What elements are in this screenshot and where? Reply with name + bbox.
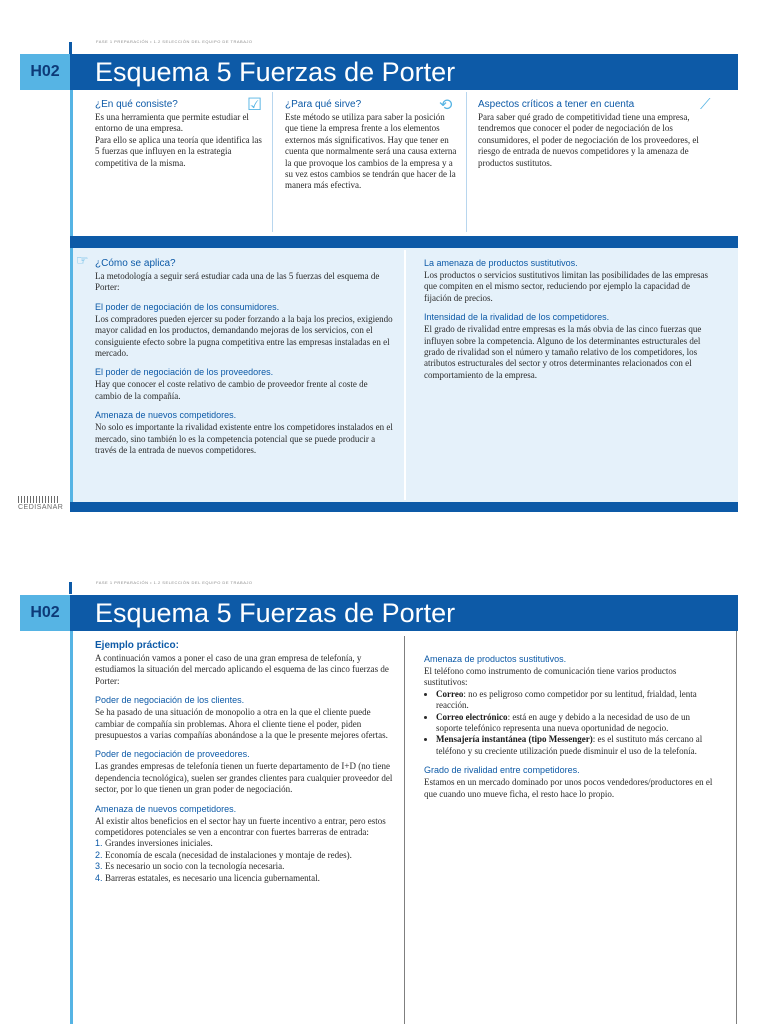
breadcrumb: FASE 1 PREPARACIÓN • 1.2 SELECCIÓN DEL EQUIPO DE TRABAJO xyxy=(96,39,253,44)
ejemplo-intro: A continuación vamos a poner el caso de una gran empresa de telefonía, y estudiamos la situación del mercado aplicando el esquema de las cinco fuerzas de Porter: xyxy=(95,653,389,686)
list-item: 4. Barreras estatales, es necesario una licencia gubernamental. xyxy=(105,873,395,884)
hand-pointer-icon: ☞ xyxy=(76,253,89,269)
page-marker xyxy=(69,582,72,594)
section-band xyxy=(70,236,738,248)
aplica-intro: La metodología a seguir será estudiar cada una de las 5 fuerzas del esquema de Porter: xyxy=(95,271,380,293)
sirve-heading: ¿Para qué sirve? xyxy=(285,99,362,110)
ejemplo-heading: Ejemplo práctico: xyxy=(95,640,179,651)
rivalidad-heading: Grado de rivalidad entre competidores. xyxy=(424,765,580,776)
list-item: 2. Economía de escala (necesidad de instalaciones y montaje de redes). xyxy=(105,850,395,861)
consiste-section xyxy=(95,99,265,169)
right-frame-line xyxy=(736,631,737,1024)
item-text: : es el sustituto más cercano al teléfono y su creciente utilización puede disminuir el uso de la telefonía. xyxy=(436,734,703,756)
sustitutivos-text: El teléfono como instrumento de comunicación tiene varios productos sustitutivos: xyxy=(424,666,677,688)
ejemplo-left-column xyxy=(95,640,395,884)
clientes-text: Se ha pasado de una situación de monopolio a otra en la que el cliente puede cambiar de compañía sin problemas. Ahora el cliente tiene el poder, piden presupuestos a varias compañías abonándose a la que le presente mejores ofertas. xyxy=(95,707,388,741)
sirve-text: Este método se utiliza para saber la posición que tiene la empresa frente a los elementos externos más significativos. Hay que tener en cuenta que normalmente será una causa externa la que provoque los cambios de la empresa y a su vez estos cambios se tendrán que hacer de la manera más efectiva. xyxy=(285,112,457,191)
item-text: : no es peligroso como competidor por su lentitud, frialdad, lenta reacción. xyxy=(436,688,697,711)
aplica-right-column xyxy=(424,258,714,381)
nuevos-competidores-heading: Amenaza de nuevos competidores. xyxy=(95,803,237,814)
sustitutivos-heading: Amenaza de productos sustitutivos. xyxy=(424,654,567,664)
consiste-heading: ¿En qué consiste? xyxy=(95,99,178,110)
column-divider xyxy=(272,92,273,232)
logo-bars-icon xyxy=(18,496,60,503)
sirve-section xyxy=(285,99,457,192)
rivalidad-heading: Intensidad de la rivalidad de los competidores. xyxy=(424,312,610,323)
consumidores-heading: El poder de negociación de los consumidores. xyxy=(95,301,280,312)
list-item: 1. Grandes inversiones iniciales. xyxy=(105,838,395,849)
rivalidad-text: El grado de rivalidad entre empresas es la más obvia de las cinco fuerzas que influyen sobre la competencia. Alguno de los determinantes estructurales del grado de rivalidad son el número y tamaño relativo de los competidores, los atributos estructurales del sector y otros determinantes relacionados con el comportamiento de la empresa. xyxy=(424,324,702,380)
item-term: Correo xyxy=(436,688,464,699)
column-divider xyxy=(404,636,405,1024)
barriers-list xyxy=(95,838,395,884)
checkmark-icon: ☑ xyxy=(247,95,263,115)
column-divider xyxy=(404,250,406,500)
criticos-heading: Aspectos críticos a tener en cuenta xyxy=(478,99,635,110)
aplica-heading: ¿Cómo se aplica? xyxy=(95,258,176,269)
list-item xyxy=(436,689,716,712)
aplica-left-column xyxy=(95,258,395,456)
list-item xyxy=(436,734,716,757)
column-divider xyxy=(466,92,467,232)
consiste-text: Es una herramienta que permite estudiar el entorno de una empresa. Para ello se aplica una teoría que identifica las 5 fuerzas que influyen en la estrategia competitiva de la misma. xyxy=(95,112,262,168)
consumidores-text: Los compradores pueden ejercer su poder forzando a la baja los precios, exigiendo mayor calidad en los productos, demandando mejoras de los servicios, con el consiguiente efecto sobre la pugna competitiva entre las empresas instaladas en el mercado. xyxy=(95,313,393,359)
substitutes-list xyxy=(424,689,716,757)
nuevos-competidores-heading: Amenaza de nuevos competidores. xyxy=(95,410,237,421)
proveedores-heading: El poder de negociación de los proveedores. xyxy=(95,367,274,378)
logo-text: CEDISANAR xyxy=(18,504,64,511)
proveedores-text: Las grandes empresas de telefonía tienen un fuerte departamento de I+D (no tiene dependencia tecnológica), suelen ser grandes clientes para cualquier proveedor del sector, por lo que tienen un gran poder de negociación. xyxy=(95,761,393,795)
footer-band xyxy=(70,502,738,512)
left-frame-bar xyxy=(70,631,73,1024)
item-term: Mensajería instantánea (tipo Messenger) xyxy=(436,734,593,745)
cedisanar-logo xyxy=(18,496,63,511)
list-item: 3. Es necesario un socio con la tecnología necesaria. xyxy=(105,861,395,872)
sustitutivos-text: Los productos o servicios sustitutivos limitan las posibilidades de las empresas que compiten en el mismo sector, reduciendo por ejemplo la capacidad de fijación de precios. xyxy=(424,270,708,303)
page-marker xyxy=(69,42,72,54)
breadcrumb: FASE 1 PREPARACIÓN • 1.2 SELECCIÓN DEL EQUIPO DE TRABAJO xyxy=(96,580,253,585)
item-term: Correo electrónico xyxy=(436,711,508,722)
criticos-text: Para saber qué grado de competitividad tiene una empresa, tendremos que conocer el poder de negociación de los consumidores, el poder de negociación de los proveedores, el riesgo de entrada de nuevos competidores y la amenaza de productos sustitutos. xyxy=(478,112,699,168)
proveedores-heading: Poder de negociación de proveedores. xyxy=(95,749,250,760)
clientes-heading: Poder de negociación de los clientes. xyxy=(95,695,245,706)
trend-icon: ⟋ xyxy=(700,95,711,113)
rivalidad-text: Estamos en un mercado dominado por unos pocos vendedores/productores en el que cuando uno mueve ficha, el resto hace lo propio. xyxy=(424,777,713,799)
sustitutivos-heading: La amenaza de productos sustitutivos. xyxy=(424,258,578,268)
page-title: Esquema 5 Fuerzas de Porter xyxy=(70,595,738,631)
page-title: Esquema 5 Fuerzas de Porter xyxy=(70,54,738,90)
nuevos-competidores-text: Al existir altos beneficios en el sector hay un fuerte incentivo a entrar, pero estos competidores potenciales se ven a encontrar con fuertes barreras de entrada: xyxy=(95,815,386,838)
document-page-2 xyxy=(0,540,768,1024)
ejemplo-right-column xyxy=(424,654,716,800)
nuevos-competidores-text: No solo es importante la rivalidad existente entre los competidores instalados en el mercado, sino también lo es la competencia potencial que se puede producir a través de la entrada de nuevos competidores. xyxy=(95,422,393,456)
list-item xyxy=(436,712,716,735)
criticos-section xyxy=(478,99,710,169)
section-tab: H02 xyxy=(20,595,70,631)
section-tab: H02 xyxy=(20,54,70,90)
refresh-icon: ⟲ xyxy=(439,95,453,114)
proveedores-text: Hay que conocer el coste relativo de cambio de proveedor frente al coste de cambio de la compañía. xyxy=(95,379,368,401)
item-text: : está en auge y debido a la necesidad de uso de un soporte telefónico representa una nueva oportunidad de negocio. xyxy=(436,711,690,734)
